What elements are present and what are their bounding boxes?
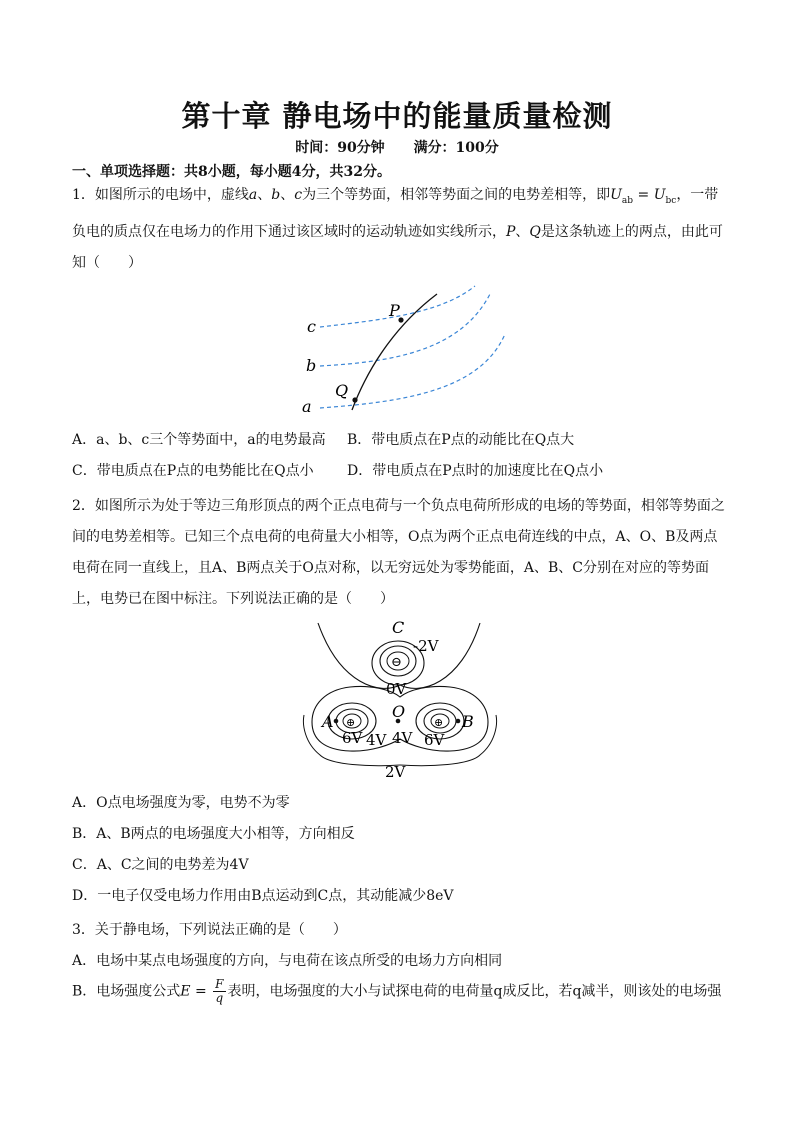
label-6V-right: 6V (424, 731, 445, 749)
question-2-line-4: 上，电势已在图中标注。下列说法正确的是（ ） (72, 591, 394, 607)
label-4V-mid: 4V (392, 729, 413, 747)
equipotential-b (320, 294, 490, 366)
q3-option-a[interactable]: A．电场中某点电场强度的方向，与电荷在该点所受的电场力方向相同 (72, 953, 503, 969)
label-B: B (462, 712, 474, 731)
q2-option-a[interactable]: A．O点电场强度为零，电势不为零 (72, 795, 290, 811)
q1-option-c[interactable]: C．带电质点在P点的电势能比在Q点小 (72, 463, 314, 479)
q2-option-b[interactable]: B．A、B两点的电场强度大小相等，方向相反 (72, 826, 355, 842)
question-1-stem: 1．如图所示的电场中，虚线a、b、c为三个等势面，相邻等势面之间的电势差相等，即$U_{ab} = U_{bc}$，一带负电的质点仅在电场力的作用下通过该区域时的运动轨迹如实线所示，P、Q是这条轨迹上的两点，由此可知（ ） (72, 187, 723, 271)
formula-fraction: $\frac{F}{q}$ (215, 977, 224, 1005)
label-6V-left: 6V (342, 729, 363, 747)
label-Q: Q (335, 381, 349, 400)
label-C: C (392, 618, 405, 637)
question-2-figure (300, 615, 500, 783)
q1-option-a[interactable]: A．a、b、c三个等势面中，a的电势最高 (72, 432, 326, 448)
question-2-line-3: 电荷在同一直线上，且A、B两点关于O点对称，以无穷远处为零势能面，A、B、C分别在对应的等势面 (72, 560, 709, 576)
exam-info (0, 137, 794, 157)
question-2-line-2: 间的电势差相等。已知三个点电荷的电荷量大小相等，O点为两个正点电荷连线的中点，A、O、B及两点 (72, 529, 718, 545)
q3-option-b[interactable]: B．电场强度公式E = $\frac{F}{q}$ 表明，电场强度的大小与试探电荷的电荷量q成反比，若q减半，则该处的电场强 (72, 977, 722, 1005)
point-A (334, 719, 339, 724)
page-title: 第十章 静电场中的能量质量检测 (181, 99, 613, 133)
label-4V-left: 4V (366, 731, 387, 749)
q1-option-b[interactable]: B．带电质点在P点的动能比在Q点大 (347, 432, 575, 448)
label-2V: 2V (385, 763, 406, 781)
q1-option-d[interactable]: D．带电质点在P点时的加速度比在Q点小 (347, 463, 604, 479)
exam-score: 满分：100分 (413, 140, 499, 156)
positive-charge-right-icon: ⊕ (434, 716, 444, 729)
label-c: c (307, 317, 316, 336)
question-2-line-1: 2．如图所示为处于等边三角形顶点的两个正点电荷与一个负点电荷所形成的电场的等势面，相邻等势面之 (72, 498, 725, 514)
formula-E: E (180, 983, 191, 1000)
label-0V: 0V (386, 680, 407, 698)
label-P: P (389, 301, 400, 320)
question-3-stem: 3．关于静电场，下列说法正确的是（ ） (72, 922, 347, 938)
positive-charge-left-icon: ⊕ (346, 716, 356, 729)
section-heading: 一、单项选择题：共8小题，每小题4分，共32分。 (72, 164, 391, 180)
label-a: a (302, 397, 312, 416)
negative-charge-icon: ⊖ (391, 655, 402, 670)
label-b: b (306, 356, 317, 375)
point-Q (352, 397, 357, 402)
label-minus-2V: -2V (413, 637, 439, 655)
q2-option-c[interactable]: C．A、C之间的电势差为4V (72, 857, 249, 873)
point-B (456, 719, 461, 724)
q2-option-d[interactable]: D．一电子仅受电场力作用由B点运动到C点，其动能减少8eV (72, 888, 454, 904)
label-A: A (322, 712, 334, 731)
label-O: O (392, 702, 406, 721)
question-1-figure (290, 282, 510, 422)
exam-time: 时间：90分钟 (295, 140, 385, 156)
